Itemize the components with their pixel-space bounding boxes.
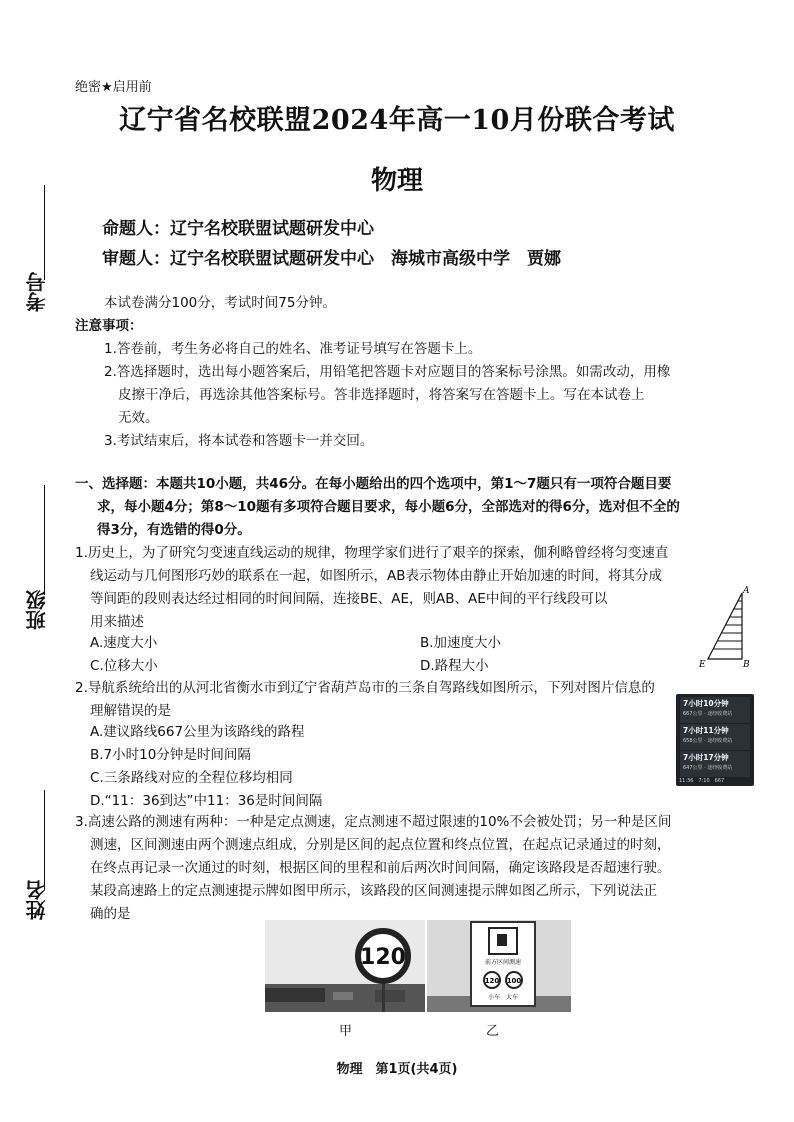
route-option [680,724,750,750]
question-3-text: 3.高速公路的测速有两种：一种是定点测速，定点测速不超过限速的10%不会被处罚；另一种是区间 [75,814,672,830]
author-line: 命题人：辽宁名校联盟试题研发中心 [102,219,374,239]
option-b[interactable]: B.加速度大小 [420,635,502,651]
option-a[interactable]: A.速度大小 [90,635,158,651]
route-detail: 667公里 · 途经收费站 [683,711,733,717]
route-option [680,751,750,777]
exam-no-underline [44,185,45,280]
vehicle-labels: 小车 大车 [487,994,519,1001]
score-time: 本试卷满分100分，考试时间75分钟。 [104,295,336,311]
note-line: 皮擦干净后，再选涂其他答案标号。答非选择题时，将答案写在答题卡上。写在本试卷上 [118,387,645,403]
section-sign-text: 前方区间测速 [484,959,522,966]
notes-title: 注意事项： [75,318,143,334]
question-2-text: 2.导航系统给出的从河北省衡水市到辽宁省葫芦岛市的三条自驾路线如图所示，下列对图片信息的 [75,680,655,696]
class-label: 班级 [25,590,49,630]
caption-b: 乙 [486,1024,500,1039]
section-instructions: 求，每小题4分；第8～10题有多项符合题目要求，每小题6分，全部选对的得6分，选对但不全的 [97,499,680,515]
question-1-text: 用来描述 [90,614,144,630]
page-footer: 物理 第1页(共4页) [336,1062,458,1077]
photo-section-sign [427,920,571,1012]
question-3-text: 某段高速路上的定点测速提示牌如图甲所示，该路段的区间测速提示牌如图乙所示，下列说法正 [90,883,657,899]
section-instructions: 一、选择题：本题共10小题，共46分。在每小题给出的四个选项中，第1～7题只有一项符合题目要 [75,476,672,492]
point-b-label: B [743,660,750,670]
exam-title: 辽宁省名校联盟2024年高一10月份联合考试 [119,105,675,136]
name-label: 姓名 [25,880,49,920]
option-c[interactable]: C.三条路线对应的全程位移均相同 [90,770,293,786]
car-speed-value: 120 [484,977,500,985]
class-underline [44,485,45,595]
section-instructions: 得3分，有选错的得0分。 [97,522,251,538]
speed-limit-value: 120 [360,945,406,970]
question-1-text: 等间距的段则表达经过相同的时间间隔，连接BE、AE，则AB、AE中间的平行线段可以 [90,591,608,607]
reviewer-line: 审题人：辽宁名校联盟试题研发中心 海城市高级中学 贾娜 [102,249,561,269]
note-line: 无效。 [118,410,159,426]
arrival-info: 11:36 7:10 667 [679,778,725,784]
note-line: 3.考试结束后，将本试卷和答题卡一并交回。 [104,433,374,449]
note-line: 1.答卷前，考生务必将自己的姓名、准考证号填写在答题卡上。 [104,341,482,357]
question-3-text: 测速，区间测速由两个测速点组成，分别是区间的起点位置和终点位置，在起点记录通过的时刻， [90,837,671,853]
triangle-figure [698,585,758,670]
note-line: 2.答选择题时，选出每小题答案后，用铅笔把答题卡对应题目的答案标号涂黑。如需改动，用橡 [104,364,671,380]
route-time: 7小时11分钟 [683,726,729,735]
photo-speed-sign [265,920,425,1012]
route-option [680,697,750,723]
question-3-text: 确的是 [90,906,131,922]
caption-a: 甲 [339,1024,353,1039]
point-a-label: A [743,586,750,596]
subject-title: 物理 [370,166,423,196]
option-d[interactable]: D.“11：36到达”中11：36是时间间隔 [90,793,323,809]
route-detail: 647公里 · 途经收费站 [683,765,733,771]
option-c[interactable]: C.位移大小 [90,658,158,674]
option-d[interactable]: D.路程大小 [420,658,489,674]
route-time: 7小时10分钟 [683,699,729,708]
route-time: 7小时17分钟 [683,753,729,762]
option-b[interactable]: B.7小时10分钟是时间间隔 [90,747,251,763]
route-detail: 658公里 · 途经收费站 [683,738,733,744]
confidential-mark: 绝密★启用前 [75,80,152,95]
question-2-text: 理解错误的是 [90,703,171,719]
navigation-screenshot [676,694,754,786]
option-a[interactable]: A.建议路线667公里为该路线的路程 [90,724,305,740]
truck-speed-value: 100 [506,977,522,985]
question-3-text: 在终点再记录一次通过的时刻，根据区间的里程和前后两次时间间隔，确定该路段是否超速行驶。 [90,860,671,876]
question-1-text: 线运动与几何图形巧妙的联系在一起，如图所示，AB表示物体由静止开始加速的时间，将其分成 [90,568,662,584]
exam-no-label: 考号 [25,272,49,312]
name-underline [44,790,45,890]
question-1-text: 1.历史上，为了研究匀变速直线运动的规律，物理学家们进行了艰辛的探索，伽利略曾经将匀变速直 [75,545,669,561]
point-e-label: E [699,660,706,670]
